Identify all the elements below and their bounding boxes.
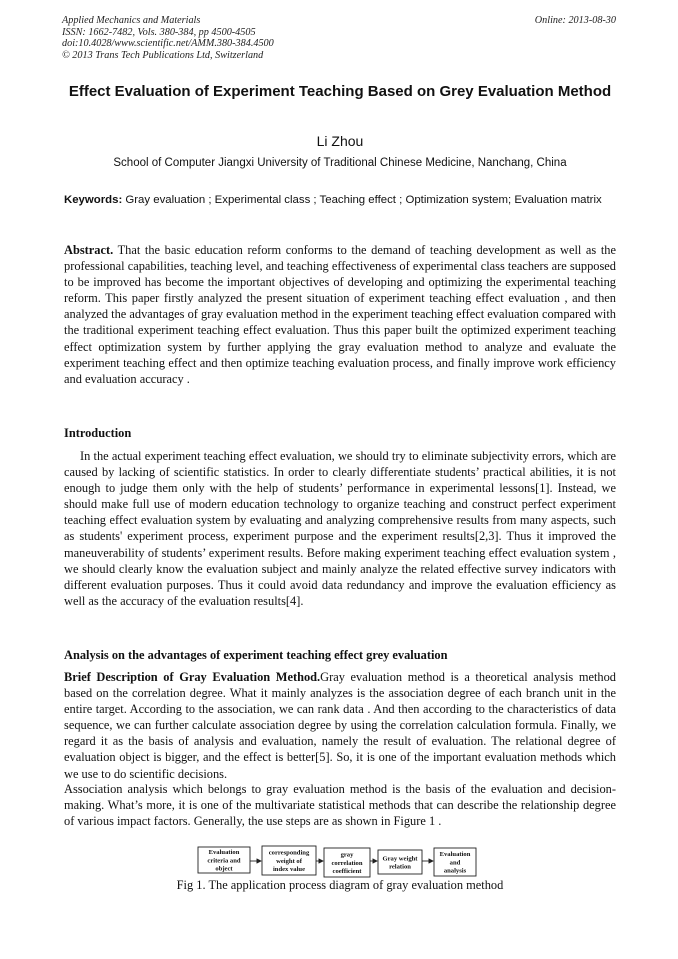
author-name: Li Zhou [316, 133, 364, 149]
flow-box-2 [262, 846, 316, 875]
brief-description-label: Brief Description of Gray Evaluation Method. [64, 670, 321, 684]
doi-line: doi:10.4028/www.scientific.net/AMM.380-384.4500 [62, 38, 274, 49]
affiliation: School of Computer Jiangxi University of Traditional Chinese Medicine, Nanchang, China [113, 157, 567, 169]
process-flow-diagram [194, 840, 484, 880]
flow-box-label: gray [340, 851, 354, 859]
keywords-text: Gray evaluation ; Experimental class ; Teaching effect ; Optimization system; Evaluation matrix [122, 194, 602, 206]
abstract-label: Abstract. [64, 243, 114, 257]
flow-box-label: Evaluation [208, 849, 240, 857]
abstract-text: That the basic education reform conforms to the demand of teaching development as well as the professional capabilities, teaching level, and teaching effectiveness of experimental class teachers are supposed to be improved has become the important objectives of developing and optimizing the experimental teaching reform. This paper firstly analyzed the present situation of experiment teaching effect evaluation , and then analyzed the advantages of gray evaluation method in the experiment teaching effect evaluation compared with the traditional experiment teaching effect evaluation. Thus this paper built the optimized experiment teaching effect optimization system by further applying the gray evaluation method to analyze and evaluate the experiment teaching effect and then optimize teaching evaluation process, and finally improve work efficiency and evaluation accuracy . [64, 243, 616, 386]
flow-box-label: Evaluation [439, 851, 471, 859]
brief-description-paragraph [64, 669, 616, 782]
flow-box-3 [324, 848, 370, 877]
figure-caption: Fig 1. The application process diagram of gray evaluation method [176, 878, 504, 892]
flow-box-label: correlation [331, 859, 363, 867]
journal-name: Applied Mechanics and Materials [62, 15, 201, 26]
keywords [64, 194, 616, 208]
abstract [64, 242, 616, 387]
flow-box-label: index value [272, 866, 306, 874]
flow-box-label: object [215, 865, 233, 873]
flow-box-label: weight of [276, 857, 302, 865]
flow-box-label: corresponding [268, 849, 310, 857]
flow-box-label: and [449, 859, 461, 867]
issn-line: ISSN: 1662-7482, Vols. 380-384, pp 4500-4505 [62, 26, 256, 38]
flow-box-4 [378, 850, 422, 874]
association-paragraph: Association analysis which belongs to gray evaluation method is the basis of the evaluation and decision-making. What’s more, it is one of the multivariate statistical methods that can describe the relationship degree of various impact factors. Generally, the use steps are as shown in Figure 1 . [64, 782, 616, 829]
brief-description-text: Gray evaluation method is a theoretical analysis method based on the correlation degree. What it mainly analyzes is the association degree of each branch unit in the entire target. According to the association, we can rank data . And then according to the characteristics of data sequence, we can further calculate association degree by using the correlation calculation formula. Finally, we regard it as the basis of analysis and evaluation, namely the result of evaluation. The relational degree of evaluation object is bigger, and the effect is better[5]. So, it is one of the important evaluation methods which we use to do scientific decisions. [64, 670, 616, 781]
analysis-heading: Analysis on the advantages of experiment teaching effect grey evaluation [64, 648, 448, 662]
flow-box-label: coefficient [332, 868, 362, 876]
flow-box-label: analysis [443, 867, 467, 875]
introduction-paragraph: In the actual experiment teaching effect evaluation, we should try to eliminate subjectivity errors, which are caused by lacking of scientific statistics. In order to clearly differentiate students’ practical abilities, it is not enough to judge them only with the help of students’ performance in experimental lessons[1]. Instead, we should make full use of modern education technology to organize teaching and construct perfect experiment teaching effect evaluation system by evaluating and analyzing comprehensive results from many aspects, such as students' experiment process, experiment purpose and the experiment results[2,3]. Thus it improved the maneuverability of students’ experiment results. Before making experiment teaching effect evaluation system , we should clearly know the evaluation subject and mainly analyze the related effective survey indicators with different evaluation purposes. Thus it could avoid data redundancy and improve the evaluation efficiency as well as the accuracy of the evaluation results[4]. [64, 449, 616, 608]
copyright-line: © 2013 Trans Tech Publications Ltd, Switzerland [62, 49, 264, 61]
introduction-heading: Introduction [64, 426, 132, 440]
online-date: Online: 2013-08-30 [534, 15, 616, 26]
flow-box-label: criteria and [207, 857, 241, 865]
paper-title: Effect Evaluation of Experiment Teaching Based on Grey Evaluation Method [68, 83, 612, 100]
flow-box-1 [198, 847, 250, 873]
flow-box-5 [434, 848, 476, 876]
flow-box-label: Gray weight [382, 855, 418, 863]
keywords-label: Keywords: [64, 194, 123, 206]
flow-box-label: relation [389, 863, 411, 871]
